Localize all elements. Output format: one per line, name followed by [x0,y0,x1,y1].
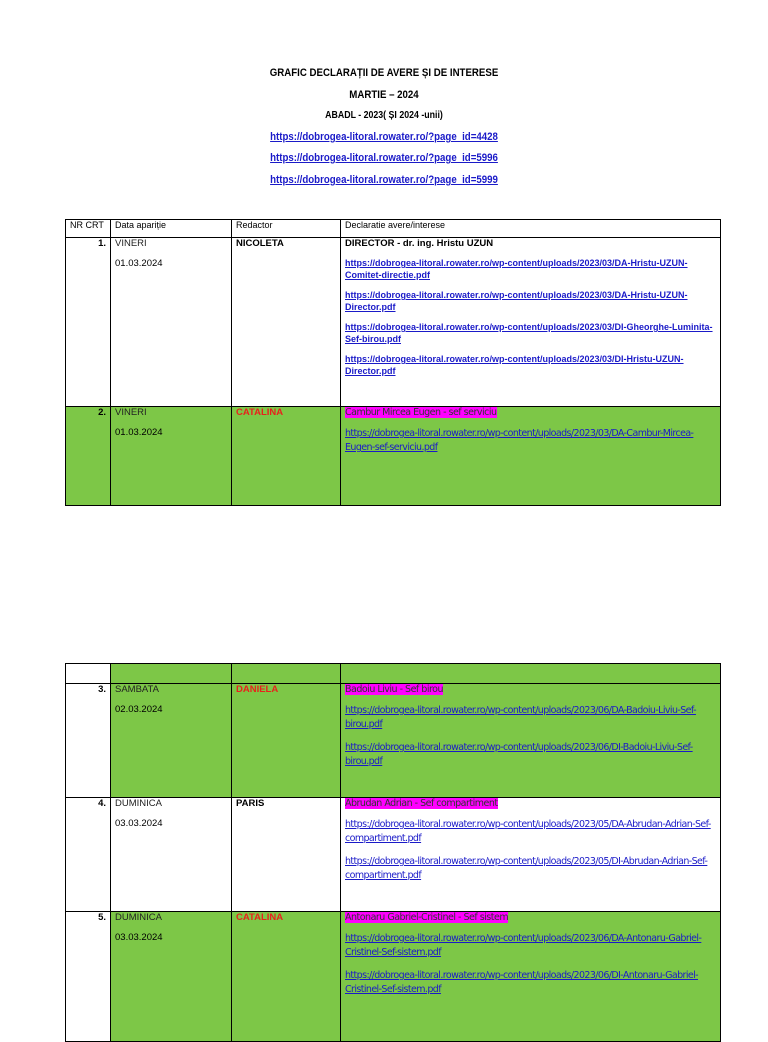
redactor-cell: PARIS [232,798,341,912]
col-header-redactor: Redactor [232,220,341,238]
declaration-link[interactable]: https://dobrogea-litoral.rowater.ro/wp-content/uploads/2023/05/DA-Abrudan-Adrian-Sef-compartiment.pdf [345,819,711,844]
col-header-date: Data apariție [111,220,232,238]
declaration-title: DIRECTOR - dr. ing. Hristu UZUN [345,238,494,249]
date-cell [111,684,232,798]
declaration-link[interactable]: https://dobrogea-litoral.rowater.ro/wp-content/uploads/2023/03/DI-Gheorghe-Luminita-Sef-birou.pdf [345,322,713,344]
day-label: DUMINICA [115,912,162,923]
declaration-link[interactable]: https://dobrogea-litoral.rowater.ro/wp-content/uploads/2023/03/DA-Cambur-Mircea-Eugen-sef-serviciu.pdf [345,428,694,453]
col-header-nr: NR CRT [66,220,111,238]
table-row [66,407,721,506]
declaration-link[interactable]: https://dobrogea-litoral.rowater.ro/wp-content/uploads/2023/06/DA-Badoiu-Liviu-Sef-birou.pdf [345,705,696,730]
date-label: 03.03.2024 [115,932,163,943]
empty-header-cell [111,664,232,684]
redactor-cell: NICOLETA [232,238,341,407]
day-label: VINERI [115,407,147,418]
declaration-cell [341,238,721,407]
table-row [66,798,721,912]
day-label: SAMBATA [115,684,159,695]
row-number: 3. [66,684,111,798]
table-header-row [66,220,721,238]
declaration-link[interactable]: https://dobrogea-litoral.rowater.ro/wp-content/uploads/2023/06/DA-Antonaru-Gabriel-Cristinel-Sef-sistem.pdf [345,933,702,958]
document-title: GRAFIC DECLARAȚII DE AVERE ȘI DE INTERESE [269,67,499,79]
date-label: 03.03.2024 [115,818,163,829]
declaration-title: Abrudan Adrian - Sef compartiment [345,798,498,809]
redactor-cell: DANIELA [232,684,341,798]
date-label: 01.03.2024 [115,258,163,269]
declaration-link[interactable]: https://dobrogea-litoral.rowater.ro/wp-content/uploads/2023/05/DI-Abrudan-Adrian-Sef-compartiment.pdf [345,856,708,881]
date-cell [111,912,232,1042]
date-cell [111,238,232,407]
declaration-cell [341,684,721,798]
row-number: 5. [66,912,111,1042]
declaration-title: Cambur Mircea Eugen - sef serviciu [345,407,497,418]
row-number: 1. [66,238,111,407]
declarations-table-2 [65,663,721,1042]
declaration-link[interactable]: https://dobrogea-litoral.rowater.ro/wp-content/uploads/2023/03/DI-Hristu-UZUN-Director.pdf [345,354,684,376]
document-month: MARTIE – 2024 [349,89,419,101]
declarations-table-1 [65,219,721,506]
date-label: 01.03.2024 [115,427,163,438]
empty-header-cell [232,664,341,684]
table-row [66,684,721,798]
col-header-declaration: Declaratie avere/interese [341,220,721,238]
empty-header-cell [341,664,721,684]
declaration-link[interactable]: https://dobrogea-litoral.rowater.ro/wp-content/uploads/2023/03/DA-Hristu-UZUN-Comitet-directie.pdf [345,258,688,280]
row-number: 4. [66,798,111,912]
table-row [66,238,721,407]
declaration-link[interactable]: https://dobrogea-litoral.rowater.ro/wp-content/uploads/2023/03/DA-Hristu-UZUN-Director.pdf [345,290,688,312]
declaration-cell [341,798,721,912]
empty-header-cell [66,664,111,684]
declaration-cell [341,407,721,506]
declaration-title: Antonaru Gabriel-Cristinel - Sef sistem [345,912,509,923]
document-subtitle: ABADL - 2023( ȘI 2024 -unii) [325,110,443,121]
declaration-link[interactable]: https://dobrogea-litoral.rowater.ro/wp-content/uploads/2023/06/DI-Badoiu-Liviu-Sef-birou.pdf [345,742,693,767]
header-link-3[interactable]: https://dobrogea-litoral.rowater.ro/?page_id=5999 [270,174,498,186]
header-link-2[interactable]: https://dobrogea-litoral.rowater.ro/?page_id=5996 [270,152,498,164]
declaration-link[interactable]: https://dobrogea-litoral.rowater.ro/wp-content/uploads/2023/06/DI-Antonaru-Gabriel-Cristinel-Sef-sistem.pdf [345,970,698,995]
day-label: VINERI [115,238,147,249]
declaration-cell [341,912,721,1042]
header-link-1[interactable]: https://dobrogea-litoral.rowater.ro/?page_id=4428 [270,131,498,143]
date-cell [111,407,232,506]
date-label: 02.03.2024 [115,704,163,715]
day-label: DUMINICA [115,798,162,809]
redactor-cell: CATALINA [232,912,341,1042]
table-row [66,912,721,1042]
declaration-title: Badoiu Liviu - Sef birou [345,684,443,695]
date-cell [111,798,232,912]
row-number: 2. [66,407,111,506]
redactor-cell: CATALINA [232,407,341,506]
table-header-row [66,664,721,684]
